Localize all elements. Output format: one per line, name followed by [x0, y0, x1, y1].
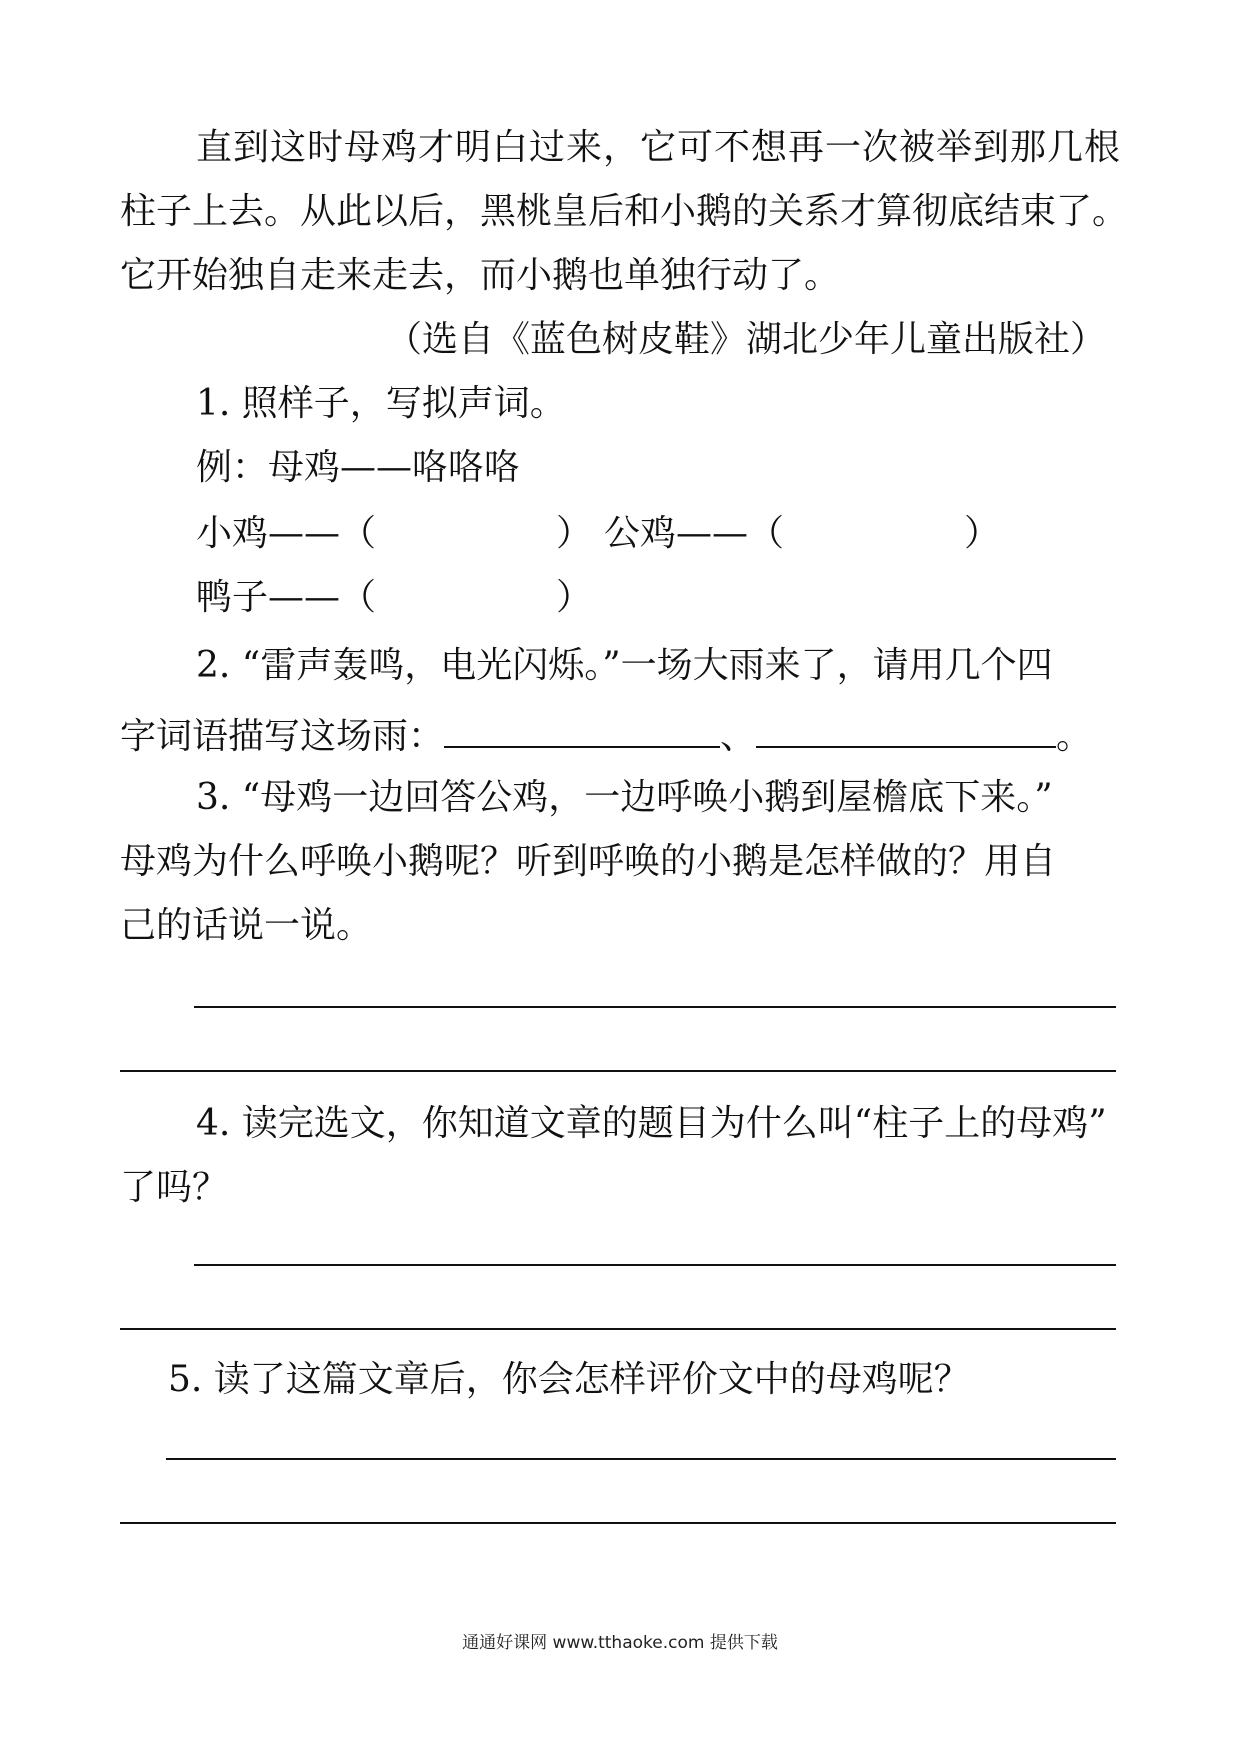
q1-answer-duck[interactable]: 鸭子——（ ） — [196, 577, 593, 618]
q5-answer-line-2[interactable] — [120, 1522, 1116, 1524]
q1-answer-rooster[interactable]: 公鸡——（ ） — [604, 513, 1001, 554]
q3-line-2: 母鸡为什么呼唤小鹅呢？听到呼唤的小鹅是怎样做的？用自 — [120, 841, 1057, 882]
q2-blank-1[interactable] — [444, 712, 720, 748]
q2-prefix: 字词语描写这场雨： — [120, 716, 445, 757]
q4-line-2: 了吗？ — [120, 1167, 229, 1208]
q1-answer-chick[interactable]: 小鸡——（ ） — [196, 513, 593, 554]
q3-answer-line-2[interactable] — [120, 1070, 1116, 1072]
q4-line-1: 4. 读完选文，你知道文章的题目为什么叫“柱子上的母鸡” — [196, 1103, 1107, 1144]
q4-answer-line-2[interactable] — [120, 1328, 1116, 1330]
q2-blank-2[interactable] — [756, 712, 1056, 748]
q1-example: 例：母鸡——咯咯咯 — [196, 447, 521, 488]
q2-separator: 、 — [720, 716, 757, 757]
q2-end: 。 — [1056, 716, 1093, 757]
page-footer: 通通好课网 www.tthaoke.com 提供下载 — [462, 1633, 778, 1653]
passage-line-2: 柱子上去。从此以后，黑桃皇后和小鹅的关系才算彻底结束了。 — [120, 191, 1129, 232]
q5-prompt: 5. 读了这篇文章后，你会怎样评价文中的母鸡呢？ — [168, 1359, 970, 1400]
passage-source: （选自《蓝色树皮鞋》湖北少年儿童出版社） — [386, 319, 1107, 360]
q3-line-3: 己的话说一说。 — [120, 905, 373, 946]
passage-line-1: 直到这时母鸡才明白过来，它可不想再一次被举到那几根 — [196, 127, 1122, 168]
q1-prompt: 1. 照样子，写拟声词。 — [196, 383, 566, 424]
passage-line-3: 它开始独自走来走去，而小鹅也单独行动了。 — [120, 255, 841, 296]
q2-line-1: 2. “雷声轰鸣，电光闪烁。”一场大雨来了，请用几个四 — [196, 645, 1053, 686]
q3-line-1: 3. “母鸡一边回答公鸡，一边呼唤小鹅到屋檐底下来。” — [196, 777, 1053, 818]
q3-answer-line-1[interactable] — [194, 1006, 1116, 1008]
q5-answer-line-1[interactable] — [166, 1458, 1116, 1460]
q2-line-2 — [120, 712, 1092, 757]
q4-answer-line-1[interactable] — [194, 1264, 1116, 1266]
